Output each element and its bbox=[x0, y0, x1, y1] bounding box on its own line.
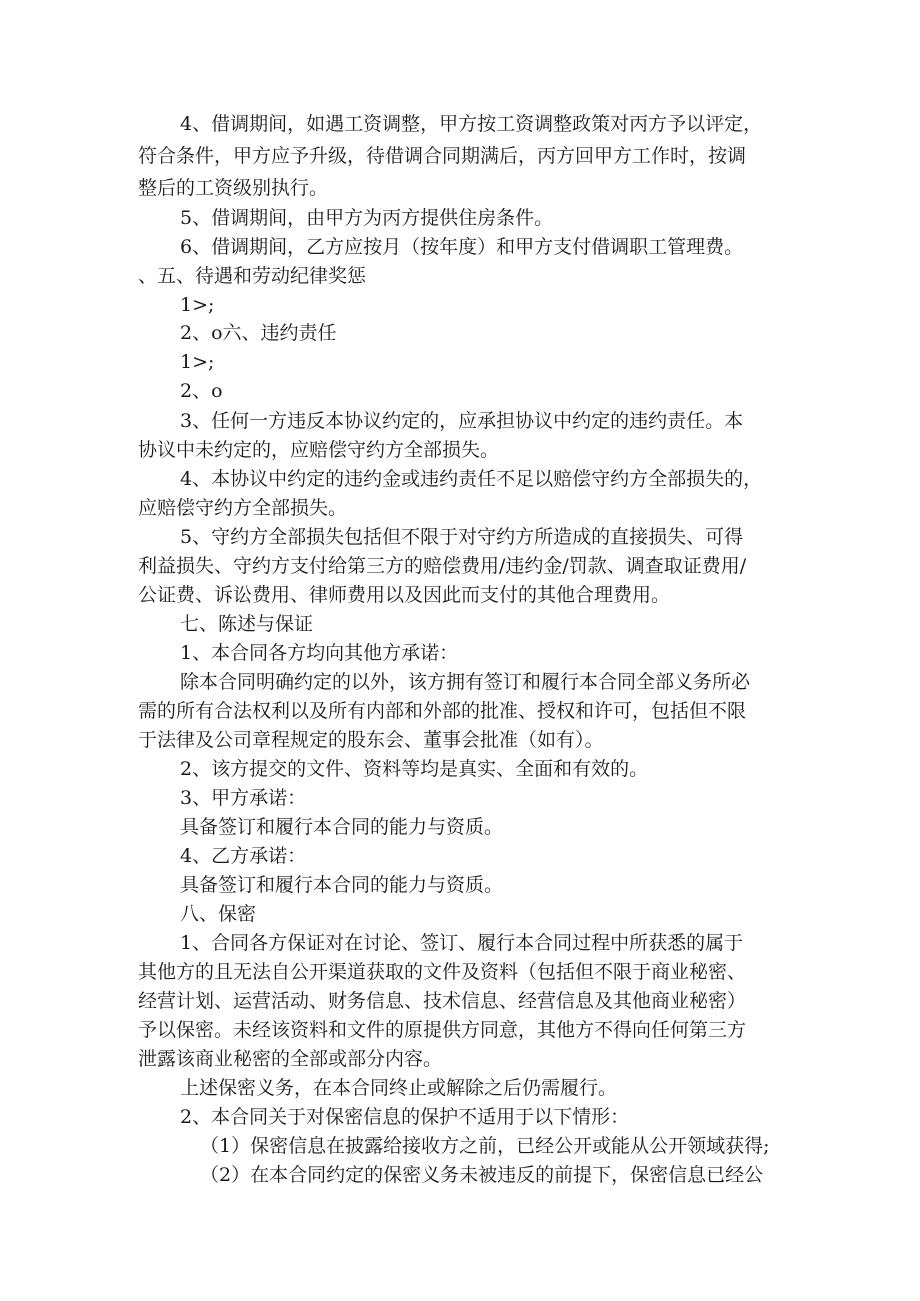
paragraph-line: 符合条件，甲方应予升级，待借调合同期满后，丙方回甲方工作时，按调 bbox=[138, 145, 747, 167]
paragraph-line: 上述保密义务，在本合同终止或解除之后仍需履行。 bbox=[180, 1077, 618, 1099]
paragraph-line: 除本合同明确约定的以外，该方拥有签订和履行本合同全部义务所必 bbox=[180, 671, 751, 693]
section-heading: 八、保密 bbox=[180, 903, 257, 925]
paragraph-line: 利益损失、守约方支付给第三方的赔偿费用/违约金/罚款、调查取证费用/ bbox=[138, 555, 747, 577]
paragraph-line: 整后的工资级别执行。 bbox=[138, 177, 329, 199]
section-heading: 、五、待遇和劳动纪律奖惩 bbox=[138, 265, 367, 287]
paragraph-line: 具备签订和履行本合同的能力与资质。 bbox=[180, 874, 504, 896]
paragraph-line: 应赔偿守约方全部损失。 bbox=[138, 497, 348, 519]
paragraph-line: 1、合同各方保证对在讨论、签订、履行本合同过程中所获悉的属于 bbox=[180, 932, 744, 954]
section-heading: 七、陈述与保证 bbox=[180, 613, 314, 635]
paragraph-line: 泄露该商业秘密的全部或部分内容。 bbox=[138, 1048, 443, 1070]
paragraph-line: 3、任何一方违反本协议约定的，应承担协议中约定的违约责任。本 bbox=[180, 410, 744, 432]
paragraph-line: （1）保密信息在披露给接收方之前，已经公开或能从公开领域获得; bbox=[200, 1135, 770, 1157]
paragraph-line: 5、借调期间，由甲方为丙方提供住房条件。 bbox=[180, 207, 554, 229]
list-item: 1>; bbox=[180, 294, 215, 316]
paragraph-line: 5、守约方全部损失包括但不限于对守约方所造成的直接损失、可得 bbox=[180, 526, 744, 548]
paragraph-line: 2、本合同关于对保密信息的保护不适用于以下情形： bbox=[180, 1106, 630, 1128]
paragraph-line: 公证费、诉讼费用、律师费用以及因此而支付的其他合理费用。 bbox=[138, 584, 671, 606]
paragraph-line: 4、乙方承诺： bbox=[180, 845, 307, 867]
paragraph-line: 予以保密。未经该资料和文件的原提供方同意，其他方不得向任何第三方 bbox=[138, 1019, 747, 1041]
paragraph-line: 4、本协议中约定的违约金或违约责任不足以赔偿守约方全部损失的， bbox=[180, 468, 763, 490]
list-item: 2、o bbox=[180, 380, 223, 402]
paragraph-line: 经营计划、运营活动、财务信息、技术信息、经营信息及其他商业秘密） bbox=[138, 990, 747, 1012]
paragraph-line: 协议中未约定的，应赔偿守约方全部损失。 bbox=[138, 439, 500, 461]
paragraph-line: 需的所有合法权利以及所有内部和外部的批准、授权和许可，包括但不限 bbox=[138, 700, 747, 722]
paragraph-line: 4、借调期间，如遇工资调整，甲方按工资调整政策对丙方予以评定， bbox=[180, 113, 763, 135]
paragraph-line: 1、本合同各方均向其他方承诺： bbox=[180, 642, 459, 664]
paragraph-line: 6、借调期间，乙方应按月（按年度）和甲方支付借调职工管理费。 bbox=[180, 236, 744, 258]
paragraph-line: 于法律及公司章程规定的股东会、董事会批准（如有）。 bbox=[138, 729, 604, 751]
paragraph-line: （2）在本合同约定的保密义务未被违反的前提下，保密信息已经公 bbox=[200, 1164, 764, 1186]
list-item: 1>; bbox=[180, 351, 215, 373]
paragraph-line: 其他方的且无法自公开渠道获取的文件及资料（包括但不限于商业秘密、 bbox=[138, 961, 747, 983]
paragraph-line: 3、甲方承诺： bbox=[180, 787, 307, 809]
paragraph-line: 具备签订和履行本合同的能力与资质。 bbox=[180, 816, 504, 838]
section-heading: 2、o六、违约责任 bbox=[180, 322, 337, 344]
paragraph-line: 2、该方提交的文件、资料等均是真实、全面和有效的。 bbox=[180, 758, 649, 780]
